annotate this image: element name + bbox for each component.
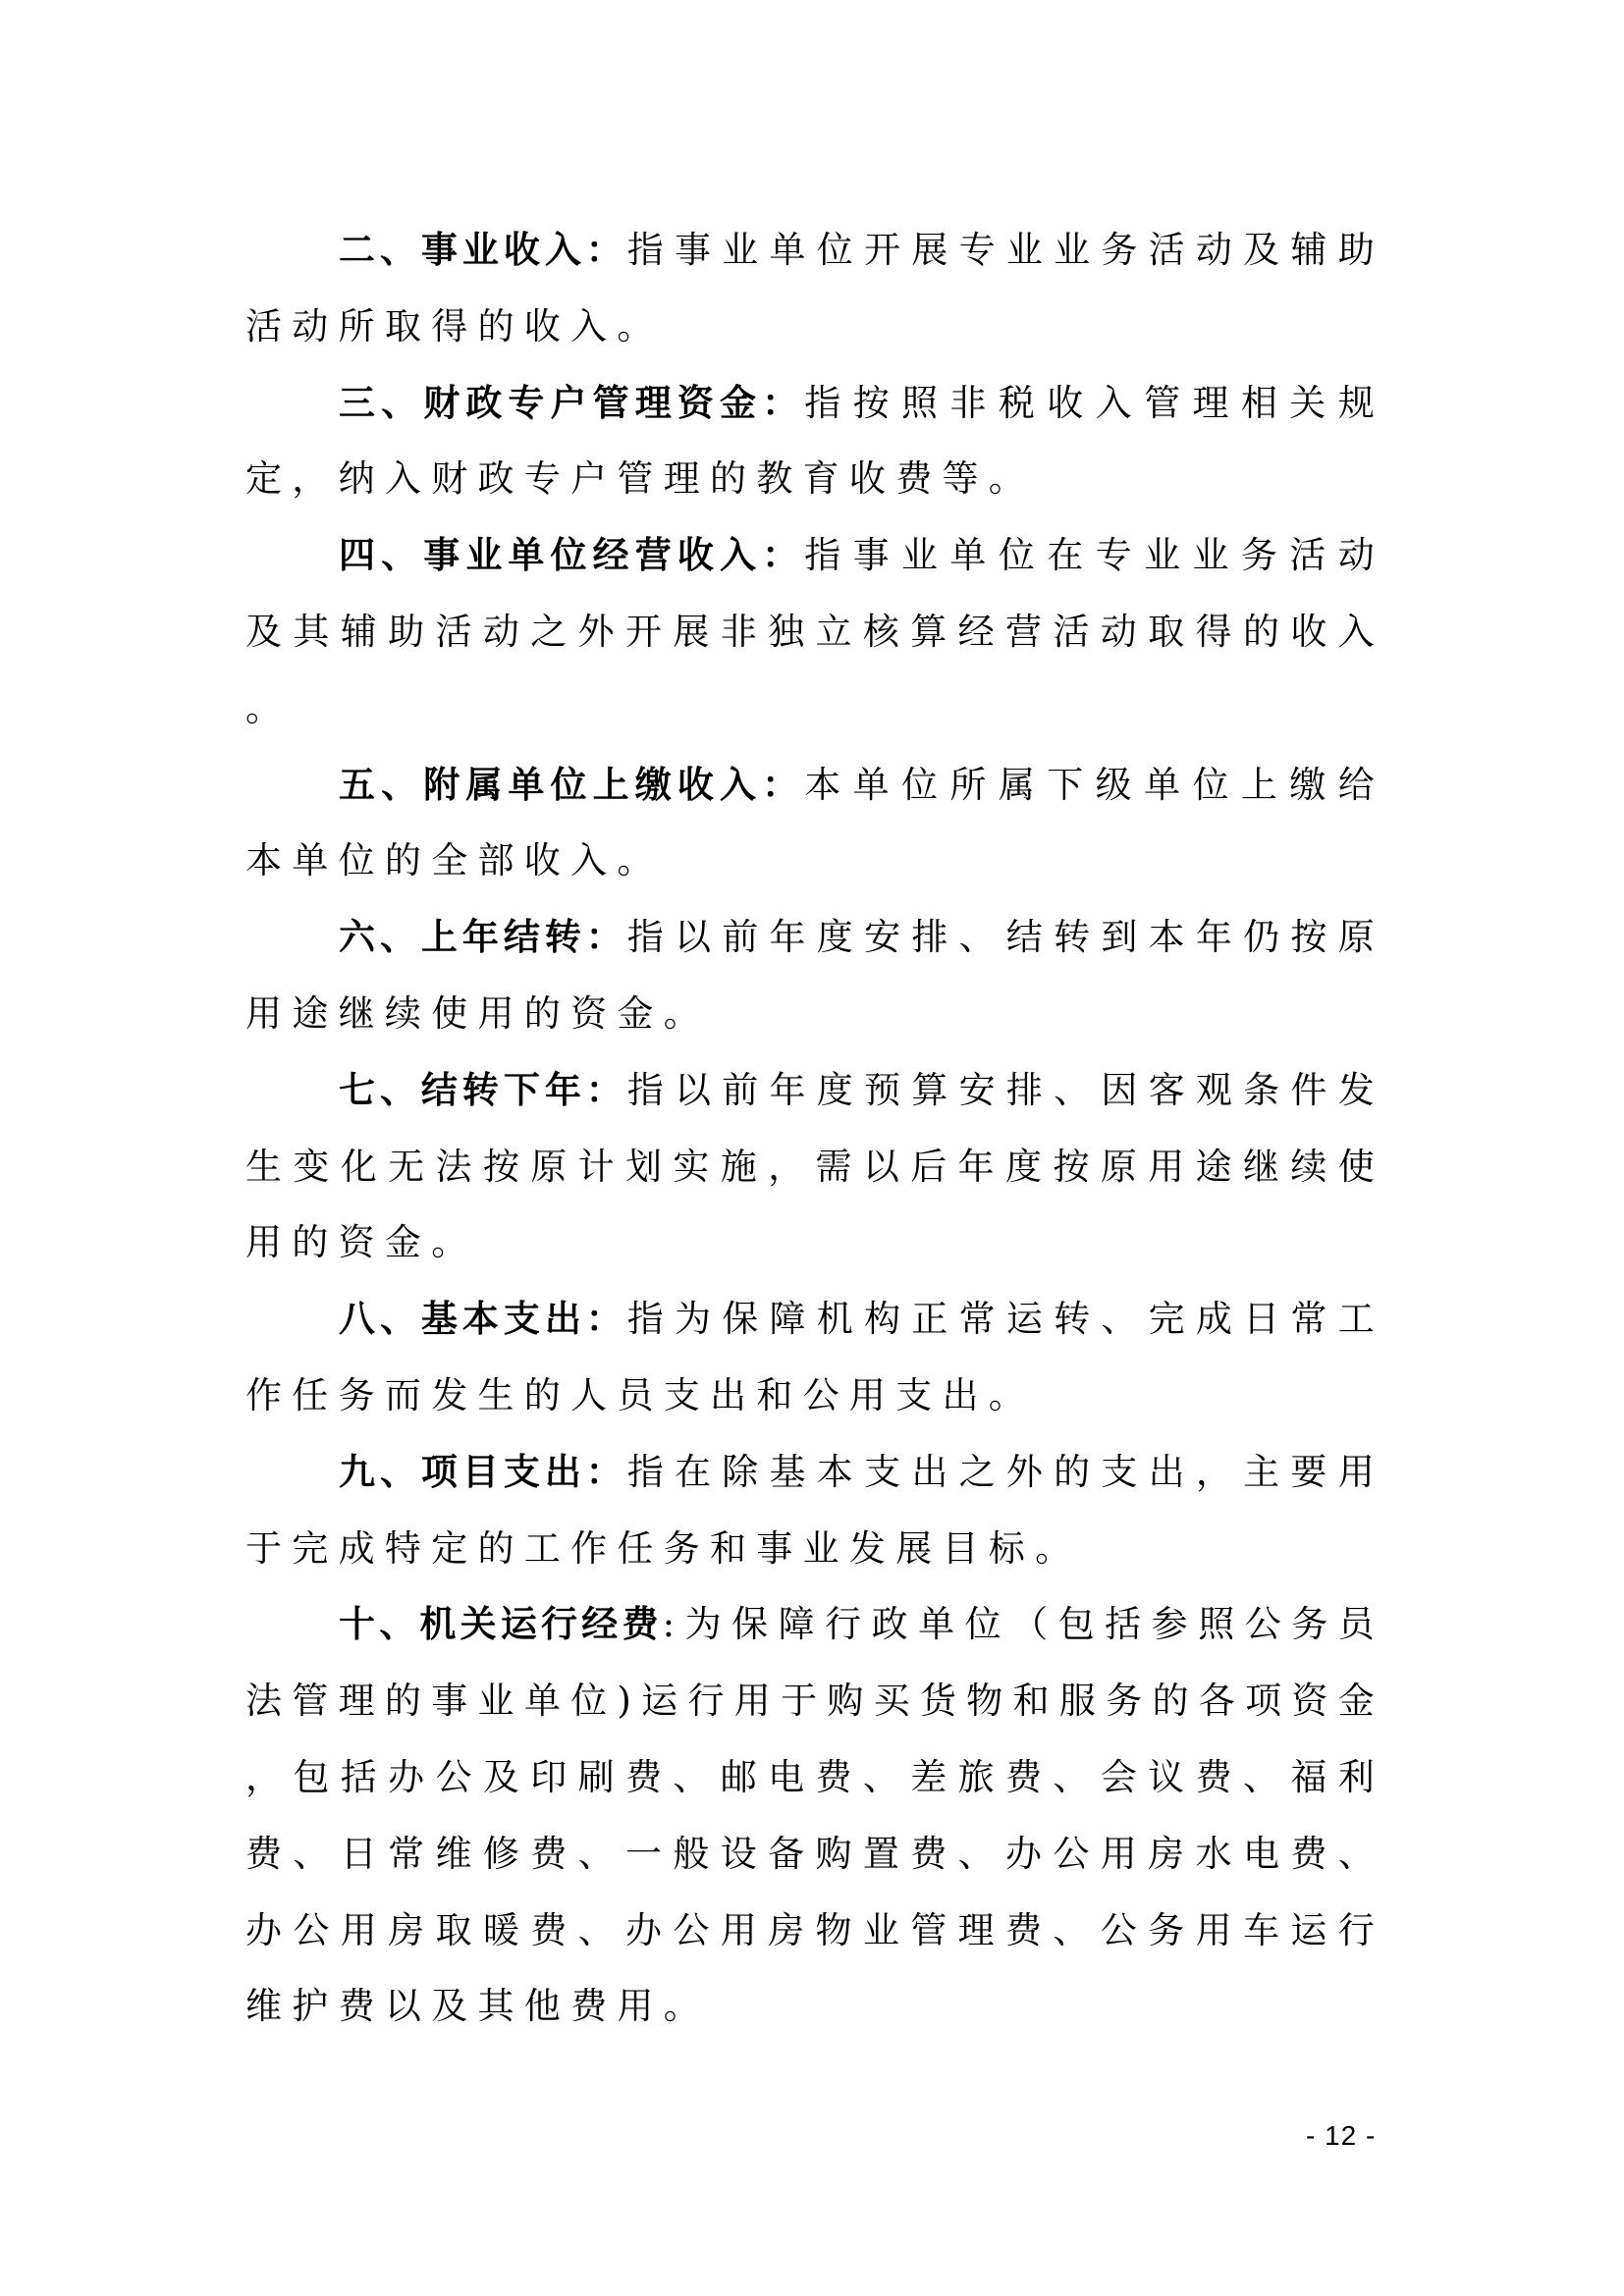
term-heading: 三、财政专户管理资金： (339, 381, 805, 424)
document-body (245, 212, 1384, 2045)
term-definition: 指为保障机构正常运转、完成日常工作任务而发生的人员支出和公用支出。 (245, 1298, 1384, 1416)
page-number: - 12 - (1306, 2120, 1377, 2151)
term-heading: 六、上年结转： (339, 916, 627, 959)
term-heading: 八、基本支出： (339, 1298, 627, 1341)
paragraph-carryover-next-year (245, 1052, 1384, 1281)
term-definition: 指事业单位在专业业务活动及其辅助活动之外开展非独立核算经营活动取得的收入。 (245, 534, 1384, 729)
term-definition: 指以前年度预算安排、因客观条件发生变化无法按原计划实施，需以后年度按原用途继续使用的资金。 (245, 1068, 1384, 1264)
term-definition: 指按照非税收入管理相关规定，纳入财政专户管理的教育收费等。 (245, 381, 1384, 501)
term-definition: :为保障行政单位（包括参照公务员法管理的事业单位)运行用于购买货物和服务的各项资金，包括办公及印刷费、邮电费、差旅费、会议费、福利费、日常维修费、一般设备购置费、办公用房水电费、办公用房取暖费、办公用房物业管理费、公务用车运行维护费以及其他费用。 (245, 1603, 1385, 2028)
term-heading: 七、结转下年： (339, 1068, 627, 1111)
paragraph-project-expenditure (245, 1434, 1384, 1587)
paragraph-business-income (245, 212, 1384, 365)
term-definition: 指在除基本支出之外的支出，主要用于完成特定的工作任务和事业发展目标。 (245, 1450, 1384, 1570)
term-definition: 本单位所属下级单位上缴给本单位的全部收入。 (245, 763, 1384, 882)
paragraph-operating-income (245, 517, 1384, 746)
term-definition: 指事业单位开展专业业务活动及辅助活动所取得的收入。 (245, 229, 1384, 347)
term-definition: 指以前年度安排、结转到本年仍按原用途继续使用的资金。 (245, 916, 1384, 1035)
paragraph-basic-expenditure (245, 1281, 1384, 1434)
term-heading: 四、事业单位经营收入： (339, 534, 805, 577)
paragraph-agency-operating-costs (245, 1586, 1384, 2045)
paragraph-fiscal-special-account-funds (245, 365, 1384, 518)
term-heading: 二、事业收入： (339, 229, 627, 271)
term-heading: 五、附属单位上缴收入： (339, 763, 805, 806)
term-heading: 九、项目支出： (339, 1450, 627, 1493)
paragraph-prior-year-carryover (245, 899, 1384, 1052)
paragraph-subsidiary-remittance (245, 747, 1384, 900)
term-heading: 十、机关运行经费 (339, 1603, 663, 1646)
